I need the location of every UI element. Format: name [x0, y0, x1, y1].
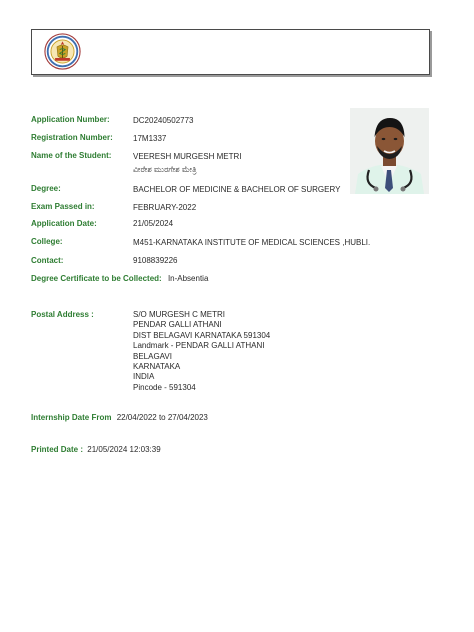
exam-passed-value: FEBRUARY-2022	[133, 203, 197, 212]
postal-address-block	[133, 310, 270, 393]
address-line: Landmark - PENDAR GALLI ATHANI	[133, 341, 265, 351]
student-name-value: VEERESH MURGESH METRI	[133, 152, 242, 161]
exam-passed-label: Exam Passed in:	[31, 202, 95, 211]
address-line: INDIA	[133, 372, 155, 382]
student-portrait-icon	[350, 108, 429, 194]
college-label: College:	[31, 237, 63, 246]
degree-label: Degree:	[31, 184, 61, 193]
application-date-label: Application Date:	[31, 219, 97, 228]
university-emblem-icon	[44, 33, 81, 70]
address-line: KARNATAKA	[133, 362, 181, 372]
student-photo	[350, 108, 429, 194]
application-number-value: DC20240502773	[133, 116, 194, 125]
degree-certificate-label: Degree Certificate to be Collected:	[31, 274, 162, 283]
internship-row	[31, 413, 208, 422]
address-line: BELAGAVI	[133, 351, 172, 361]
degree-value: BACHELOR OF MEDICINE & BACHELOR OF SURGERY	[133, 185, 341, 194]
postal-address-label: Postal Address :	[31, 310, 94, 319]
address-line: DIST BELAGAVI KARNATAKA 591304	[133, 330, 271, 340]
student-name-kannada-value: ವೀರೇಶ ಮುರಗೇಶ ಮೇತ್ರಿ	[133, 165, 197, 174]
printed-date-value: 21/05/2024 12:03:39	[87, 445, 161, 454]
address-line: PENDAR GALLI ATHANI	[133, 320, 222, 330]
degree-certificate-row	[31, 274, 208, 283]
registration-number-value: 17M1337	[133, 134, 167, 143]
application-date-value: 21/05/2024	[133, 219, 174, 228]
printed-date-label: Printed Date :	[31, 445, 84, 454]
address-line: S/O MURGESH C METRI	[133, 310, 226, 319]
internship-value: 22/04/2022 to 27/04/2023	[116, 413, 208, 422]
application-number-label: Application Number:	[31, 115, 110, 124]
address-line: Pincode - 591304	[133, 382, 196, 392]
contact-value: 9108839226	[133, 256, 178, 265]
degree-certificate-value: In-Absentia	[167, 274, 209, 283]
contact-label: Contact:	[31, 256, 64, 265]
registration-number-label: Registration Number:	[31, 133, 113, 142]
printed-date-row	[31, 445, 161, 454]
internship-label: Internship Date From	[31, 413, 112, 422]
college-value: M451-KARNATAKA INSTITUTE OF MEDICAL SCIENCES ,HUBLI.	[133, 238, 371, 247]
header-banner	[31, 29, 430, 75]
student-name-label: Name of the Student:	[31, 151, 112, 160]
